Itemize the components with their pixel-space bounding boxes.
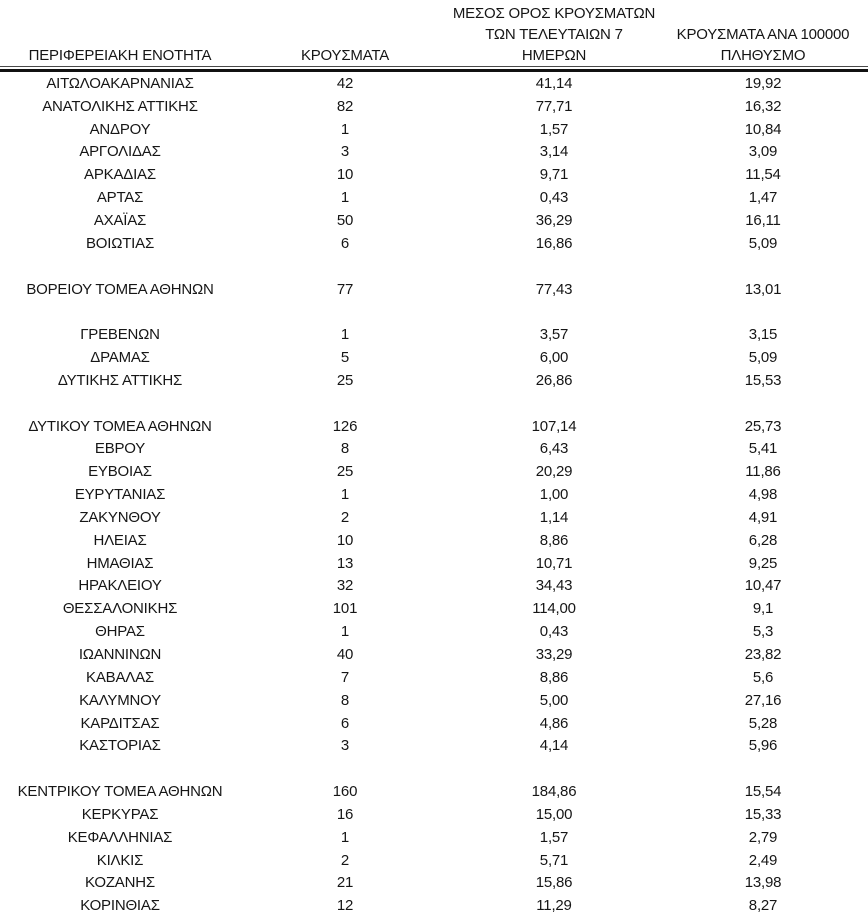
region-cell: ΒΟΡΕΙΟΥ ΤΟΜΕΑ ΑΘΗΝΩΝ xyxy=(26,280,214,298)
avg7-cell: 26,86 xyxy=(535,371,573,389)
region-cell: ΒΟΙΩΤΙΑΣ xyxy=(85,234,155,252)
column-header-per100k-line1: ΚΡΟΥΣΜΑΤΑ ΑΝΑ 100000 xyxy=(676,26,850,43)
per100k-cell: 2,79 xyxy=(748,828,778,846)
table-row xyxy=(0,95,868,118)
table-row xyxy=(0,72,868,95)
region-cell: ΘΕΣΣΑΛΟΝΙΚΗΣ xyxy=(62,600,178,618)
cases-cell: 101 xyxy=(332,600,358,618)
region-cell: ΕΒΡΟΥ xyxy=(94,440,146,458)
avg7-cell: 15,00 xyxy=(535,805,573,823)
region-cell: ΚΟΡΙΝΘΙΑΣ xyxy=(80,897,160,915)
cases-cell: 32 xyxy=(336,577,354,595)
per100k-cell: 2,49 xyxy=(748,851,778,869)
per100k-cell: 3,15 xyxy=(748,326,778,344)
cases-cell: 25 xyxy=(336,463,354,481)
region-cell: ΚΕΦΑΛΛΗΝΙΑΣ xyxy=(67,828,173,846)
avg7-cell: 11,29 xyxy=(536,897,572,915)
table-row xyxy=(0,620,868,643)
region-cell: ΚΑΛΥΜΝΟΥ xyxy=(79,691,161,709)
table-row xyxy=(0,712,868,735)
per100k-cell: 5,6 xyxy=(752,668,774,686)
cases-cell: 1 xyxy=(340,120,350,138)
region-cell: ΑΡΓΟΛΙΔΑΣ xyxy=(79,143,161,161)
per100k-cell: 3,09 xyxy=(748,143,778,161)
cases-cell: 8 xyxy=(340,440,350,458)
cases-cell: 6 xyxy=(340,234,350,252)
table-row xyxy=(0,232,868,255)
spacer-row xyxy=(0,757,868,780)
avg7-cell: 8,86 xyxy=(539,668,569,686)
cases-cell: 10 xyxy=(336,166,354,184)
table-row xyxy=(0,803,868,826)
cases-cell: 77 xyxy=(336,280,354,298)
column-header-per100k xyxy=(658,24,868,66)
region-cell: ΖΑΚΥΝΘΟΥ xyxy=(79,508,161,526)
column-header-avg7 xyxy=(450,3,658,66)
column-header-avg7-line3: ΗΜΕΡΩΝ xyxy=(521,47,587,64)
cases-cell: 16 xyxy=(336,805,354,823)
avg7-cell: 10,71 xyxy=(535,554,573,572)
table-row xyxy=(0,575,868,598)
per100k-cell: 5,3 xyxy=(752,623,774,641)
avg7-cell: 1,57 xyxy=(539,120,569,138)
per100k-cell: 4,91 xyxy=(748,508,778,526)
cases-cell: 1 xyxy=(340,623,350,641)
avg7-cell: 16,86 xyxy=(535,234,573,252)
region-cell: ΑΙΤΩΛΟΑΚΑΡΝΑΝΙΑΣ xyxy=(46,74,194,92)
avg7-cell: 9,71 xyxy=(539,166,569,184)
region-cell: ΚΙΛΚΙΣ xyxy=(96,851,144,869)
cases-cell: 42 xyxy=(336,74,354,92)
column-header-avg7-line2: ΤΩΝ ΤΕΛΕΥΤΑΙΩΝ 7 xyxy=(485,26,623,43)
avg7-cell: 4,86 xyxy=(539,714,569,732)
avg7-cell: 15,86 xyxy=(535,874,573,892)
avg7-cell: 0,43 xyxy=(539,623,569,641)
per100k-cell: 16,32 xyxy=(744,97,782,115)
avg7-cell: 77,71 xyxy=(535,97,573,115)
per100k-cell: 5,09 xyxy=(748,349,778,367)
column-header-cases xyxy=(240,45,450,66)
region-cell: ΚΑΒΑΛΑΣ xyxy=(86,668,154,686)
cases-cell: 8 xyxy=(340,691,350,709)
avg7-cell: 8,86 xyxy=(539,531,569,549)
column-header-per100k-line2: ΠΛΗΘΥΣΜΟ xyxy=(720,47,806,64)
column-header-region-label: ΠΕΡΙΦΕΡΕΙΑΚΗ ΕΝΟΤΗΤΑ xyxy=(28,47,212,64)
spacer-row xyxy=(0,300,868,323)
table-row xyxy=(0,118,868,141)
cases-cell: 1 xyxy=(340,486,350,504)
per100k-cell: 4,98 xyxy=(748,486,778,504)
avg7-cell: 1,00 xyxy=(539,486,569,504)
region-cell: ΔΥΤΙΚΗΣ ΑΤΤΙΚΗΣ xyxy=(57,371,183,389)
region-cell: ΑΧΑΪΑΣ xyxy=(93,211,147,229)
avg7-cell: 5,71 xyxy=(539,851,569,869)
table-row xyxy=(0,643,868,666)
table-row xyxy=(0,278,868,301)
table-row xyxy=(0,141,868,164)
per100k-cell: 1,47 xyxy=(748,189,778,207)
table-row xyxy=(0,529,868,552)
cases-cell: 2 xyxy=(340,508,350,526)
cases-cell: 21 xyxy=(336,874,354,892)
cases-cell: 126 xyxy=(332,417,358,435)
avg7-cell: 33,29 xyxy=(535,646,573,664)
region-cell: ΘΗΡΑΣ xyxy=(95,623,145,641)
cases-cell: 3 xyxy=(340,143,350,161)
per100k-cell: 9,25 xyxy=(748,554,778,572)
spacer-row xyxy=(0,255,868,278)
avg7-cell: 36,29 xyxy=(535,211,573,229)
region-cell: ΙΩΑΝΝΙΝΩΝ xyxy=(78,646,162,664)
per100k-cell: 10,47 xyxy=(744,577,782,595)
per100k-cell: 15,54 xyxy=(744,783,782,801)
region-cell: ΕΥΡΥΤΑΝΙΑΣ xyxy=(74,486,166,504)
column-header-avg7-line1: ΜΕΣΟΣ ΟΡΟΣ ΚΡΟΥΣΜΑΤΩΝ xyxy=(452,5,656,22)
table-row xyxy=(0,689,868,712)
avg7-cell: 41,14 xyxy=(535,74,573,92)
region-cell: ΔΥΤΙΚΟΥ ΤΟΜΕΑ ΑΘΗΝΩΝ xyxy=(28,417,212,435)
cases-cell: 2 xyxy=(340,851,350,869)
cases-cell: 40 xyxy=(336,646,354,664)
avg7-cell: 0,43 xyxy=(539,189,569,207)
region-cell: ΗΡΑΚΛΕΙΟΥ xyxy=(78,577,162,595)
region-cell: ΚΑΣΤΟΡΙΑΣ xyxy=(79,737,161,755)
column-header-region xyxy=(0,45,240,66)
per100k-cell: 11,86 xyxy=(745,463,781,481)
region-cell: ΚΑΡΔΙΤΣΑΣ xyxy=(80,714,160,732)
per100k-cell: 5,28 xyxy=(748,714,778,732)
region-cell: ΚΕΝΤΡΙΚΟΥ ΤΟΜΕΑ ΑΘΗΝΩΝ xyxy=(17,783,223,801)
avg7-cell: 20,29 xyxy=(535,463,573,481)
table-row xyxy=(0,849,868,872)
region-cell: ΗΛΕΙΑΣ xyxy=(93,531,147,549)
cases-cell: 10 xyxy=(336,531,354,549)
table-row xyxy=(0,734,868,757)
per100k-cell: 5,09 xyxy=(748,234,778,252)
table-row xyxy=(0,780,868,803)
cases-cell: 1 xyxy=(340,189,350,207)
per100k-cell: 6,28 xyxy=(748,531,778,549)
column-header-cases-label: ΚΡΟΥΣΜΑΤΑ xyxy=(300,47,390,64)
table-row xyxy=(0,323,868,346)
region-cell: ΑΡΤΑΣ xyxy=(96,189,144,207)
table-row xyxy=(0,894,868,917)
table-row xyxy=(0,552,868,575)
table-row xyxy=(0,872,868,895)
per100k-cell: 16,11 xyxy=(745,211,781,229)
table-row xyxy=(0,483,868,506)
cases-cell: 7 xyxy=(340,668,350,686)
table-row xyxy=(0,438,868,461)
avg7-cell: 6,43 xyxy=(539,440,569,458)
avg7-cell: 114,00 xyxy=(532,600,576,618)
per100k-cell: 27,16 xyxy=(744,691,782,709)
avg7-cell: 184,86 xyxy=(531,783,577,801)
avg7-cell: 3,14 xyxy=(539,143,569,161)
per100k-cell: 15,53 xyxy=(744,371,782,389)
avg7-cell: 6,00 xyxy=(539,349,569,367)
region-cell: ΑΡΚΑΔΙΑΣ xyxy=(84,166,156,184)
per100k-cell: 11,54 xyxy=(745,166,781,184)
per100k-cell: 23,82 xyxy=(744,646,782,664)
table-row xyxy=(0,826,868,849)
per100k-cell: 8,27 xyxy=(748,897,778,915)
region-cell: ΗΜΑΘΙΑΣ xyxy=(86,554,154,572)
region-cell: ΓΡΕΒΕΝΩΝ xyxy=(80,326,160,344)
cases-cell: 1 xyxy=(340,326,350,344)
spacer-row xyxy=(0,392,868,415)
per100k-cell: 13,01 xyxy=(744,280,782,298)
table-header xyxy=(0,0,868,66)
table-row xyxy=(0,460,868,483)
table-row xyxy=(0,415,868,438)
per100k-cell: 19,92 xyxy=(744,74,782,92)
cases-cell: 5 xyxy=(340,349,350,367)
cases-cell: 25 xyxy=(336,371,354,389)
region-cell: ΑΝΔΡΟΥ xyxy=(89,120,151,138)
table-row xyxy=(0,369,868,392)
region-cell: ΚΕΡΚΥΡΑΣ xyxy=(81,805,159,823)
table-body xyxy=(0,72,868,917)
avg7-cell: 1,57 xyxy=(539,828,569,846)
avg7-cell: 1,14 xyxy=(539,508,569,526)
per100k-cell: 15,33 xyxy=(744,805,782,823)
table-row xyxy=(0,666,868,689)
cases-cell: 6 xyxy=(340,714,350,732)
per100k-cell: 9,1 xyxy=(752,600,774,618)
cases-cell: 13 xyxy=(336,554,354,572)
region-cell: ΔΡΑΜΑΣ xyxy=(90,349,150,367)
table-row xyxy=(0,506,868,529)
avg7-cell: 4,14 xyxy=(539,737,569,755)
per100k-cell: 5,96 xyxy=(748,737,778,755)
avg7-cell: 5,00 xyxy=(539,691,569,709)
table-row xyxy=(0,597,868,620)
cases-cell: 3 xyxy=(340,737,350,755)
cases-cell: 82 xyxy=(336,97,354,115)
table-row xyxy=(0,346,868,369)
cases-cell: 1 xyxy=(340,828,350,846)
table-row xyxy=(0,186,868,209)
per100k-cell: 5,41 xyxy=(748,440,778,458)
region-cell: ΕΥΒΟΙΑΣ xyxy=(88,463,152,481)
avg7-cell: 77,43 xyxy=(535,280,573,298)
cases-cell: 160 xyxy=(332,783,358,801)
avg7-cell: 3,57 xyxy=(539,326,569,344)
table-row xyxy=(0,163,868,186)
table-row xyxy=(0,209,868,232)
per100k-cell: 25,73 xyxy=(744,417,782,435)
region-cell: ΑΝΑΤΟΛΙΚΗΣ ΑΤΤΙΚΗΣ xyxy=(42,97,198,115)
cases-cell: 12 xyxy=(336,897,354,915)
cases-cell: 50 xyxy=(336,211,354,229)
avg7-cell: 107,14 xyxy=(531,417,577,435)
per100k-cell: 13,98 xyxy=(744,874,782,892)
region-cell: ΚΟΖΑΝΗΣ xyxy=(85,874,155,892)
avg7-cell: 34,43 xyxy=(535,577,573,595)
per100k-cell: 10,84 xyxy=(744,120,782,138)
